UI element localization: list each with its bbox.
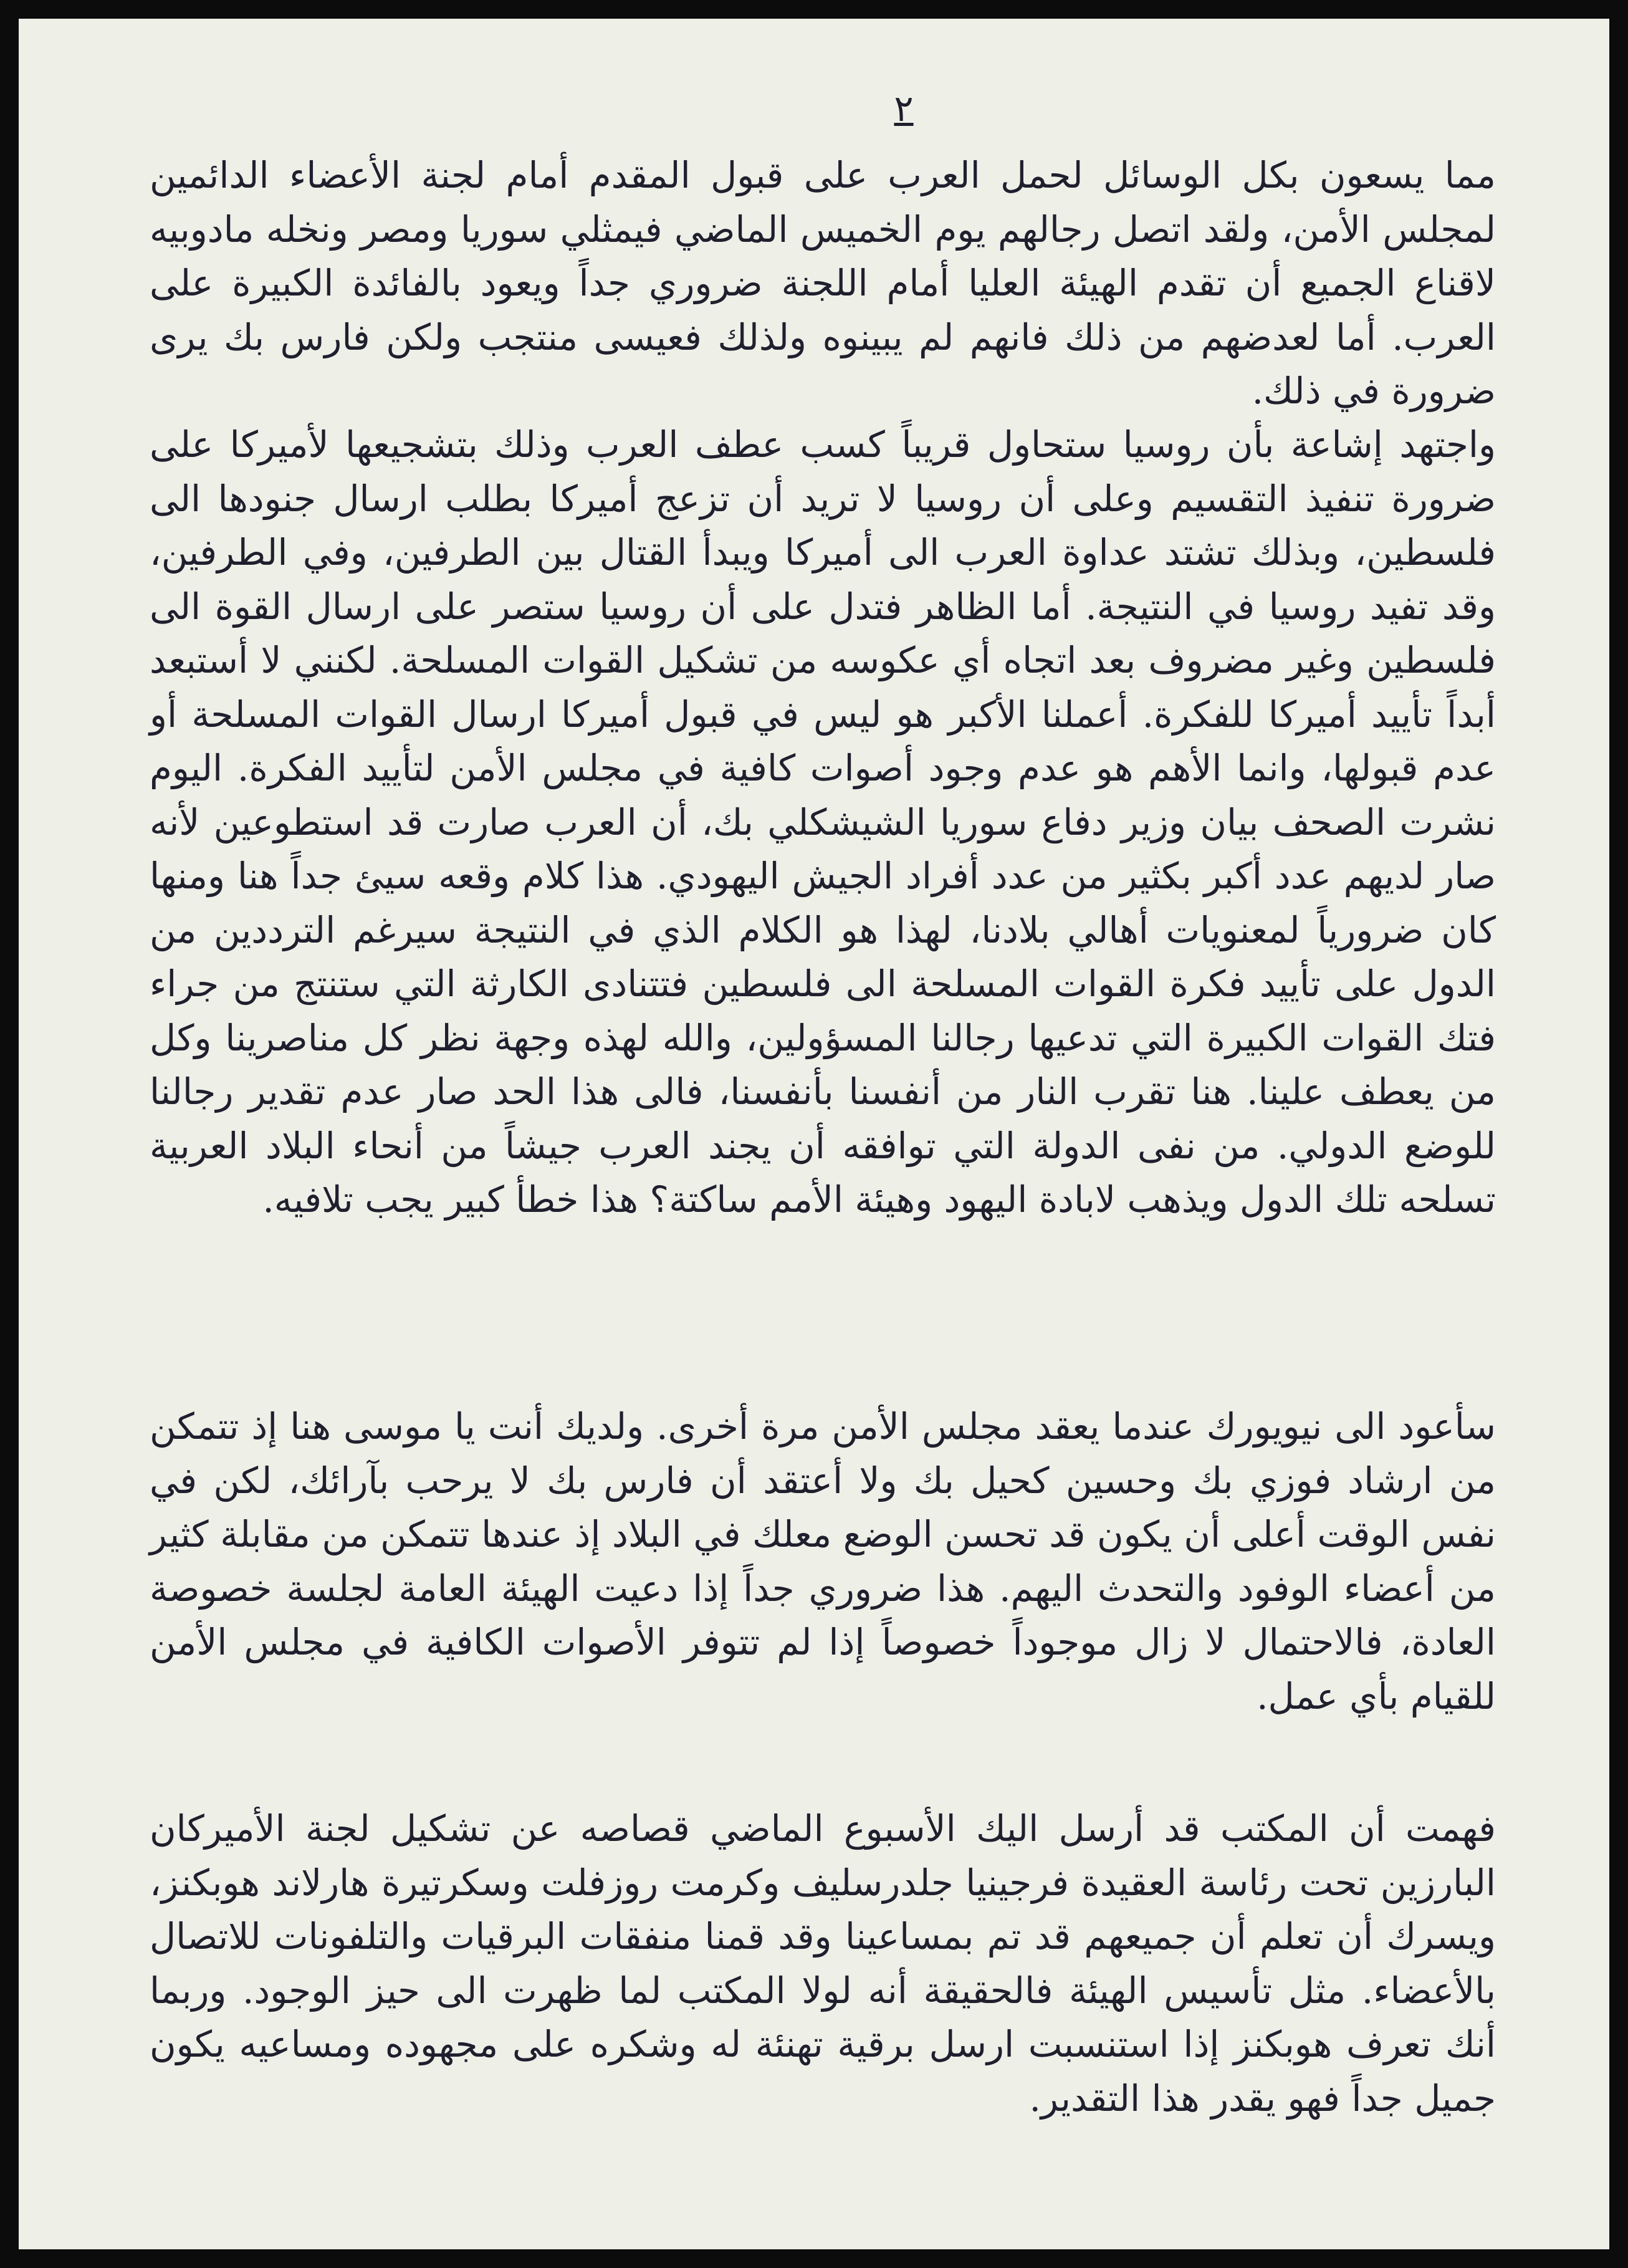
page-number: ٢ [894,87,914,130]
document-page [19,19,1609,2249]
paragraph-4: فهمت أن المكتب قد أرسل اليك الأسبوع الماضي قصاصه عن تشكيل لجنة الأميركان البارزين تحت رئاسة العقيدة فرجينيا جلدرسليف وكرمت روزفلت وسكرتيرة هارلاند هوبكنز، ويسرك أن تعلم أن جميعهم قد تم بمساعينا وقد قمنا منفقات البرقيات والتلفونات للاتصال بالأعضاء. مثل تأسيس الهيئة فالحقيقة أنه لولا المكتب لما ظهرت الى حيز الوجود. وربما أنك تعرف هوبكنز إذا استنسبت ارسل برقية تهنئة له وشكره على مجهوده ومساعيه يكون جميل جداً فهو يقدر هذا التقدير. [150,1807,1496,2120]
paragraph-1: مما يسعون بكل الوسائل لحمل العرب على قبول المقدم أمام لجنة الأعضاء الدائمين لمجلس الأمن، ولقد اتصل رجالهم يوم الخميس الماضي فيمثلي سوريا ومصر ونخله مادوبيه لاقناع الجميع أن تقدم الهيئة العليا أمام اللجنة ضروري جداً ويعود بالفائدة الكبيرة على العرب. أما لعدضهم من ذلك فانهم لم يبينوه ولذلك فعيسى منتجب ولكن فارس بك يرى ضرورة في ذلك. [150,154,1496,412]
paragraph-3: سأعود الى نيويورك عندما يعقد مجلس الأمن مرة أخرى. ولديك أنت يا موسى هنا إذ تتمكن من ارشاد فوزي بك وحسين كحيل بك ولا أعتقد أن فارس بك لا يرحب بآرائك، لكن في نفس الوقت أعلى أن يكون قد تحسن الوضع معلك في البلاد إذ عندها تتمكن من مقابلة كثير من أعضاء الوفود والتحدث اليهم. هذا ضروري جداً إذا دعيت الهيئة العامة لجلسة خصوصة العادة، فالاحتمال لا زال موجوداً خصوصاً إذا لم تتوفر الأصوات الكافية في مجلس الأمن للقيام بأي عمل. [150,1405,1496,1718]
paragraph-2: واجتهد إشاعة بأن روسيا ستحاول قريباً كسب عطف العرب وذلك بتشجيعها لأميركا على ضرورة تنفيذ التقسيم وعلى أن روسيا لا تريد أن تزعج أميركا بطلب ارسال جنودها الى فلسطين، وبذلك تشتد عداوة العرب الى أميركا ويبدأ القتال بين الطرفين، وفي الطرفين، وقد تفيد روسيا في النتيجة. أما الظاهر فتدل على أن روسيا ستصر على ارسال القوة الى فلسطين وغير مضروف بعد اتجاه أي عكوسه من تشكيل القوات المسلحة. لكنني لا أستبعد أبداً تأييد أميركا للفكرة. أعملنا الأكبر هو ليس في قبول أميركا ارسال القوات المسلحة أو عدم قبولها، وانما الأهم هو عدم وجود أصوات كافية في مجلس الأمن لتأييد الفكرة. اليوم نشرت الصحف بيان وزير دفاع سوريا الشيشكلي بك، أن العرب صارت قد استطوعين لأنه صار لديهم عدد أكبر بكثير من عدد أفراد الجيش اليهودي. هذا كلام وقعه سيئ جداً هنا ومنها كان ضرورياً لمعنويات أهالي بلادنا، لهذا هو الكلام الذي في النتيجة سيرغم الترددين من الدول على تأييد فكرة القوات المسلحة الى فلسطين فتتنادى الكارثة التي ستنتج من جراء فتك القوات الكبيرة التي تدعيها رجالنا المسؤولين، والله لهذه وجهة نظر كل مناصرينا وكل من يعطف علينا. هنا تقرب النار من أنفسنا بأنفسنا، فالى هذا الحد صار عدم تقدير رجالنا للوضع الدولي. من نفى الدولة التي توافقه أن يجند العرب جيشاً من أنحاء البلاد العربية تسلحه تلك الدول ويذهب لابادة اليهود وهيئة الأمم ساكتة؟ هذا خطأ كبير يجب تلافيه. [150,423,1496,1221]
